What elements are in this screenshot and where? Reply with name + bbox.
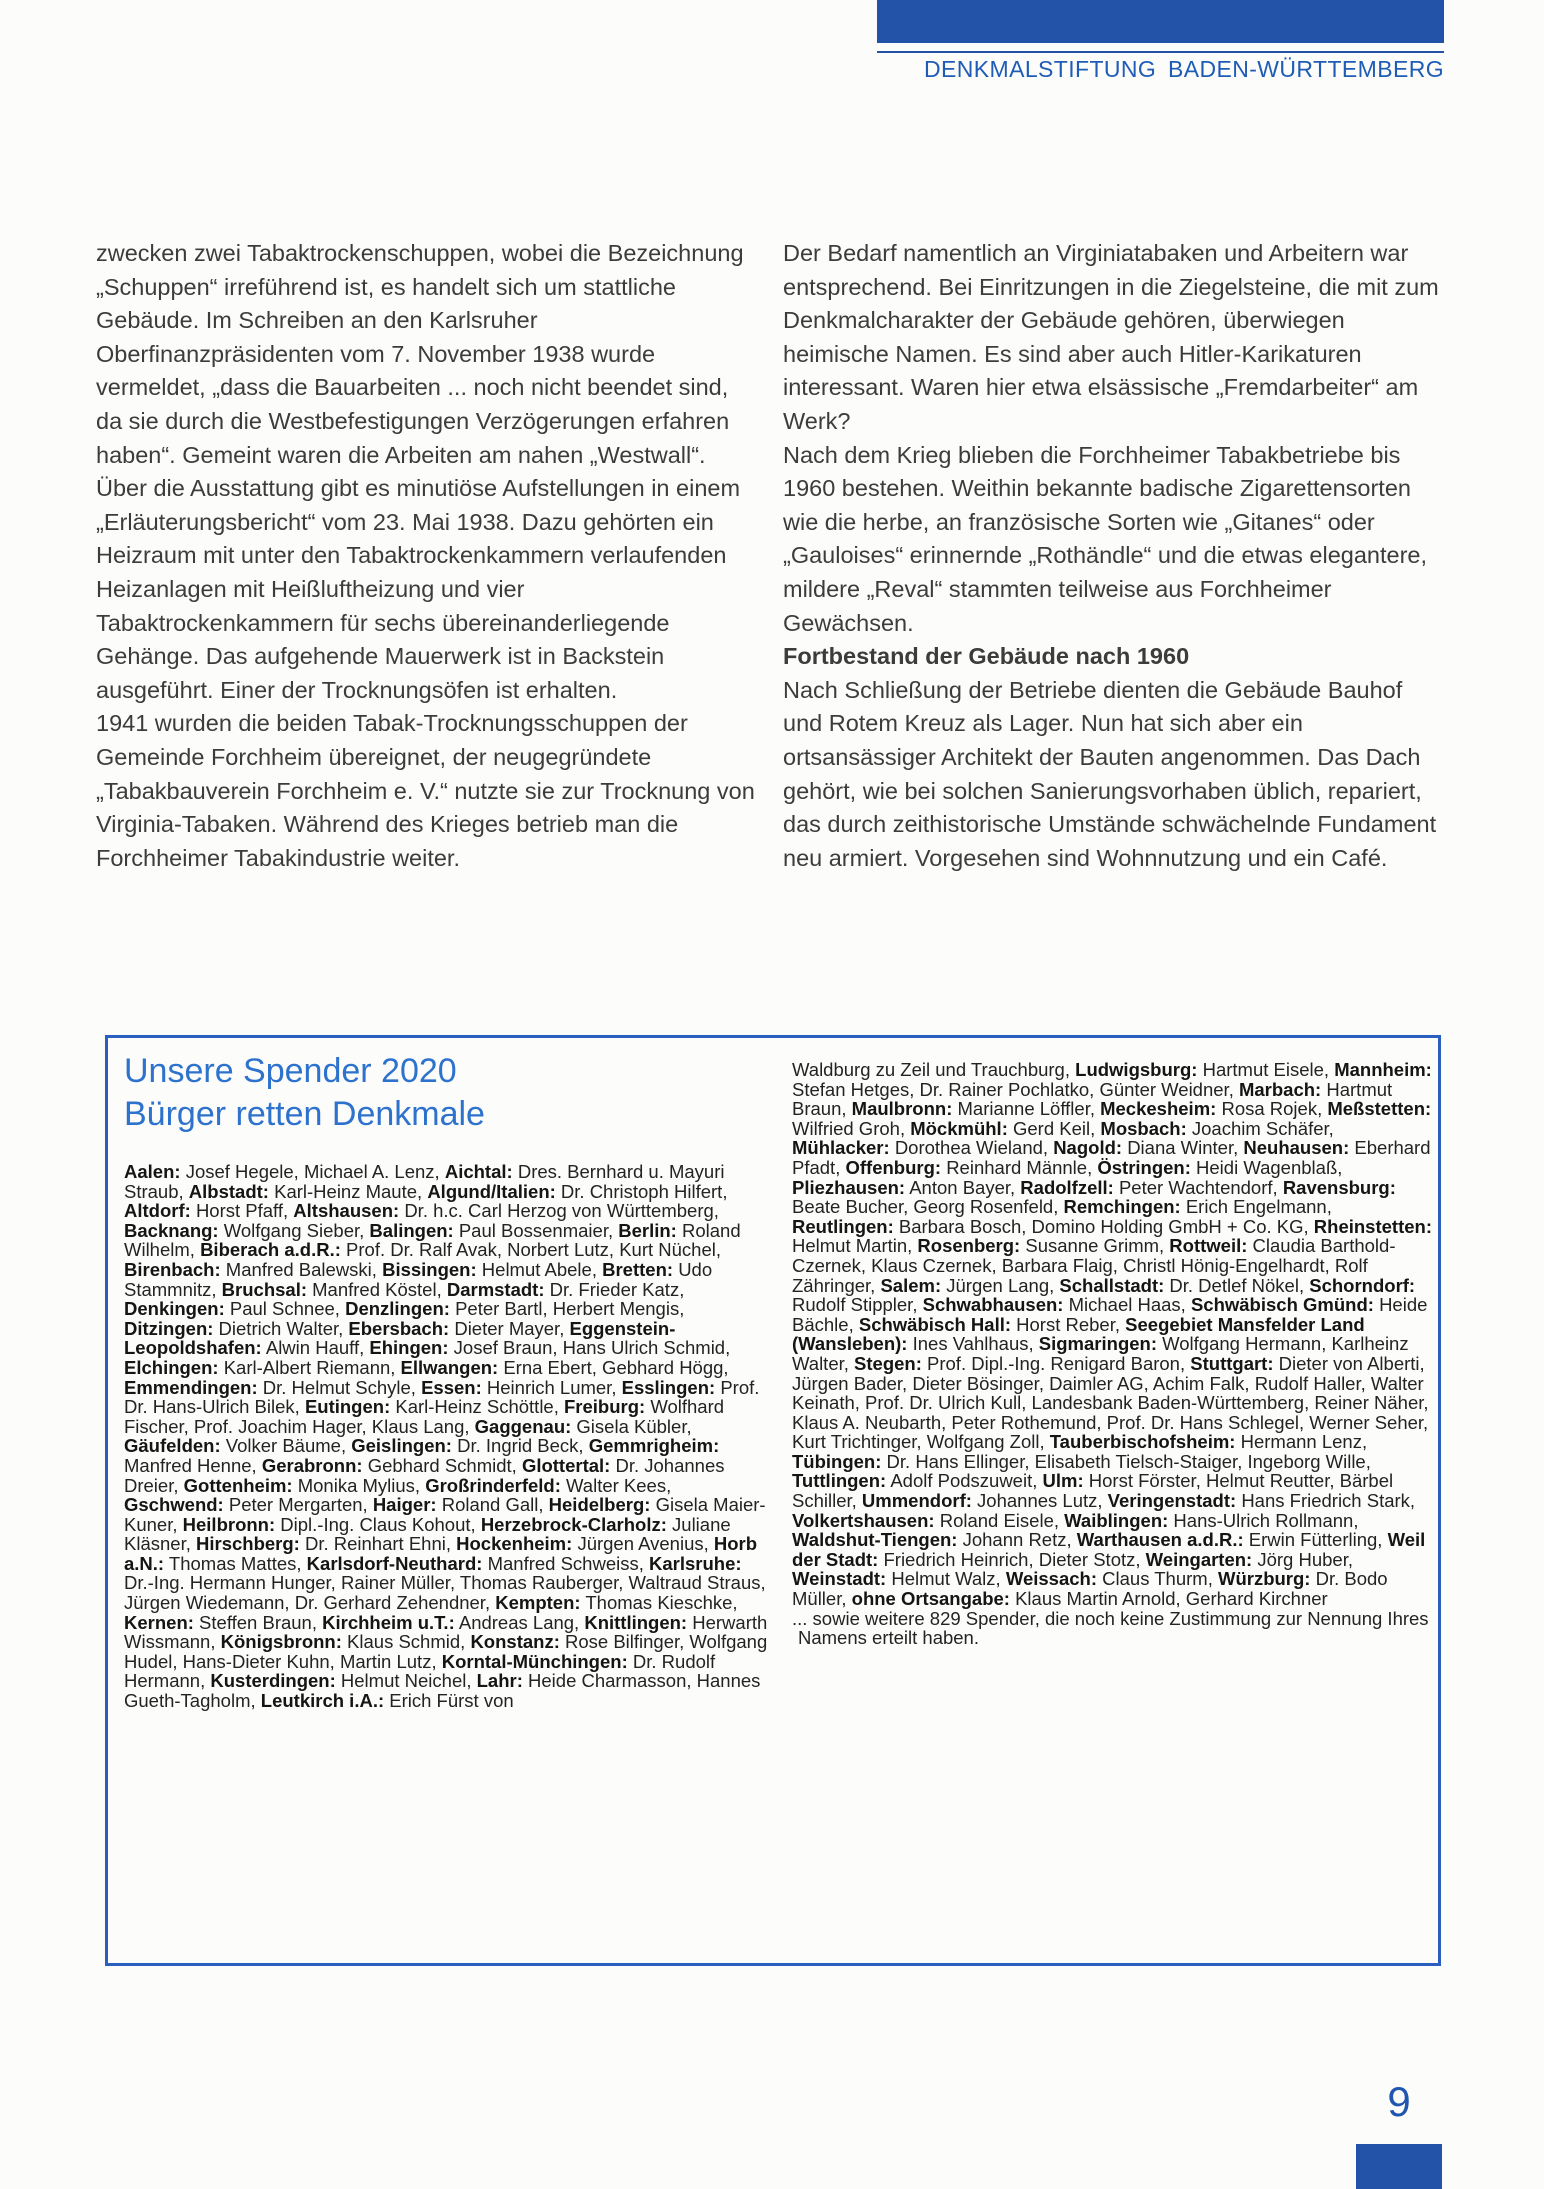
donor-entry: Nagold: Diana Winter, (1053, 1137, 1244, 1159)
donor-entry: Pliezhausen: Anton Bayer, (792, 1176, 1021, 1198)
paragraph: zwecken zwei Tabaktrockenschuppen, wobei die Bezeichnung „Schuppen“ irreführend ist, es handelt sich um stattliche Gebäude. Im Schreiben an den Karlsruher Oberfinanzpräsidenten vom 7. November 1938 wurde vermeldet, „dass die Bauarbeiten ... noch nicht beendet sind, da sie durch die Westbefestigungen Verzögerungen erfahren haben“. Gemeint waren die Arbeiten am nahen „Westwall“. (96, 240, 744, 468)
donor-entry: Kernen: Steffen Braun, (124, 1611, 323, 1633)
donor-entry: Glottertal: Dr. Johannes Dreier, (124, 1454, 725, 1496)
donor-entry: Gottenheim: Monika Mylius, (183, 1474, 426, 1496)
donor-entry: Gaggenau: Gisela Kübler, (474, 1415, 692, 1437)
header-rule (877, 51, 1444, 53)
donor-entry: Lahr: Heide Charmasson, Hannes Gueth-Tagholm, (124, 1670, 761, 1712)
donor-entry: Mannheim: Stefan Hetges, Dr. Rainer Pochlatko, Günter Weidner, (792, 1059, 1432, 1100)
donor-entry: Gerabronn: Gebhard Schmidt, (261, 1454, 522, 1476)
donor-entry: Königsbronn: Klaus Schmid, (220, 1631, 471, 1653)
donor-entry: Bissingen: Helmut Abele, (382, 1258, 603, 1280)
donor-entry: Waiblingen: Hans-Ulrich Rollmann, (1064, 1509, 1359, 1531)
donor-entry: Eutingen: Karl-Heinz Schöttle, (304, 1396, 564, 1418)
donor-entry: Tauberbischofsheim: Hermann Lenz, (1049, 1431, 1368, 1453)
donor-entry: Waldshut-Tiengen: Johann Retz, (792, 1529, 1077, 1551)
donor-entry: Knittlingen: Herwarth Wissmann, (124, 1611, 768, 1653)
donor-entry: Algund/Italien: Dr. Christoph Hilfert, (427, 1180, 728, 1202)
donor-entry: Tuttlingen: Adolf Podszuweit, (792, 1470, 1043, 1492)
donor-entry: Ellwangen: Erna Ebert, Gebhard Högg, (400, 1356, 729, 1378)
donor-entry: Tübingen: Dr. Hans Ellinger, Elisabeth Tielsch-Staiger, Ingeborg Wille, (792, 1450, 1371, 1472)
donor-entry: Kempten: Thomas Kieschke, (495, 1592, 738, 1614)
donor-entry: Gäufelden: Volker Bäume, (124, 1435, 352, 1457)
donor-entry: Mosbach: Joachim Schäfer, (1100, 1117, 1334, 1139)
paragraph: 1941 wurden die beiden Tabak-Trocknungsschuppen der Gemeinde Forchheim übereignet, der neugegründete „Tabakbauverein Forchheim e. V.“ nutzte sie zur Trocknung von Virginia-Tabaken. Während des Krieges betrieb man die Forchheimer Tabakindustrie weiter. (96, 710, 755, 871)
donor-entry: Hirschberg: Dr. Reinhart Ehni, (196, 1533, 457, 1555)
donor-entry: Essen: Heinrich Lumer, (421, 1376, 622, 1398)
donor-entry: Heidelberg: Gisela Maier-Kuner, (124, 1494, 766, 1535)
donor-entry: Weissach: Claus Thurm, (1005, 1568, 1218, 1590)
donor-entry: Esslingen: Prof. Dr. Hans-Ulrich Bilek, (124, 1376, 760, 1418)
article-left-column (96, 237, 758, 875)
donor-entry: Hockenheim: Jürgen Avenius, (456, 1533, 714, 1555)
donor-entry: Schwäbisch Gmünd: Heide Bächle, (792, 1294, 1428, 1335)
donor-entry: Biberach a.d.R.: Prof. Dr. Ralf Avak, Norbert Lutz, Kurt Nüchel, (200, 1239, 721, 1261)
donor-entry: Östringen: Heidi Wagenblaß, (1097, 1156, 1343, 1178)
donor-entry: Kusterdingen: Helmut Neichel, (210, 1670, 477, 1692)
donor-entry: Ummendorf: Johannes Lutz, (861, 1490, 1108, 1512)
donor-entry: Großrinderfeld: Walter Kees, (425, 1474, 672, 1496)
donors-left-column (124, 1050, 772, 1711)
donor-entry: Volkertshausen: Roland Eisele, (792, 1509, 1065, 1531)
donor-entry: Rheinstetten: Helmut Martin, (792, 1215, 1432, 1257)
donor-entry: Ehingen: Josef Braun, Hans Ulrich Schmid, (369, 1337, 731, 1359)
donor-entry: Möckmühl: Gerd Keil, (910, 1117, 1101, 1139)
donor-entry: Konstanz: Rose Bilfinger, Wolfgang Hudel, Hans-Dieter Kuhn, Martin Lutz, (124, 1631, 768, 1672)
paragraph: Nach Schließung der Betriebe dienten die Gebäude Bauhof und Rotem Kreuz als Lager. Nun hat sich aber ein ortsansässiger Architekt der Bauten angenommen. Das Dach gehört, wie bei solchen Sanierungsvorhaben üblich, repariert, das durch zeithistorische Umstände schwächelnde Fundament neu armiert. Vorgesehen sind Wohnnutzung und ein Café. (783, 676, 1437, 871)
article-right-lower (783, 674, 1445, 876)
donor-entry: Rottweil: Claudia Barthold-Czernek, Klaus Czernek, Barbara Flaig, Christl Hönig-Engelhardt, Rolf Zähringer, (792, 1235, 1396, 1296)
paragraph: Über die Ausstattung gibt es minutiöse Aufstellungen in einem „Erläuterungsbericht“ vom 23. Mai 1938. Dazu gehörten ein Heizraum mit unter den Tabaktrockenkammern verlaufenden Heizanlagen mit Heißluftheizung und vier Tabaktrockenkammern für sechs übereinanderliegende Gehänge. Das aufgehende Mauerwerk ist in Backstein ausgeführt. Einer der Trocknungsöfen ist erhalten. (96, 475, 741, 703)
donor-entry: Offenburg: Reinhard Männle, (845, 1156, 1098, 1178)
donor-entry: Schwäbisch Hall: Horst Reber, (858, 1313, 1126, 1335)
donor-entry: Berlin: Roland Wilhelm, (124, 1219, 741, 1261)
donor-entry: Salem: Jürgen Lang, (880, 1274, 1060, 1296)
donor-entry: Meckesheim: Rosa Rojek, (1100, 1098, 1328, 1120)
donor-entry: Bruchsal: Manfred Köstel, (221, 1278, 447, 1300)
donors-box (105, 1035, 1441, 1966)
donor-entry: Weil der Stadt: Friedrich Heinrich, Dieter Stotz, (792, 1529, 1426, 1570)
donor-entry: Emmendingen: Dr. Helmut Schyle, (124, 1376, 422, 1398)
donor-entry: ohne Ortsangabe: Klaus Martin Arnold, Gerhard Kirchner (851, 1588, 1328, 1610)
donor-entry: Kirchheim u.T.: Andreas Lang, (322, 1611, 585, 1633)
donor-entry: Altshausen: Dr. h.c. Carl Herzog von Württemberg, (293, 1200, 719, 1222)
page-number: 9 (1387, 2078, 1411, 2125)
donor-entry: Albstadt: Karl-Heinz Maute, (188, 1180, 428, 1202)
donor-entry: Warthausen a.d.R.: Erwin Fütterling, (1076, 1529, 1388, 1551)
donor-entry: Freiburg: Wolfhard Fischer, Prof. Joachim Hager, Klaus Lang, (124, 1396, 725, 1437)
donor-entry: Bretten: Udo Stammnitz, (124, 1258, 713, 1300)
donor-entry: Korntal-Münchingen: Dr. Rudolf Hermann, (124, 1650, 716, 1692)
donor-entry: Elchingen: Karl-Albert Riemann, (124, 1356, 401, 1378)
donor-entry: Aalen: Josef Hegele, Michael A. Lenz, (124, 1161, 445, 1182)
donor-entry: Schorndorf: Rudolf Stippler, (792, 1274, 1416, 1316)
donors-title-line1: Unsere Spender 2020 (124, 1052, 457, 1090)
donor-entry: Heilbronn: Dipl.-Ing. Claus Kohout, (182, 1513, 481, 1535)
paragraph: Nach dem Krieg blieben die Forchheimer Tabakbetriebe bis 1960 bestehen. Weithin bekannte badische Zigarettensorten wie die herbe, an französische Sorten wie „Gitanes“ oder „Gauloises“ erinnernde „Rothändle“ und die etwas elegantere, mildere „Reval“ stammten teilweise aus Forchheimer Gewächsen. (783, 441, 1428, 636)
donor-entry: Ebersbach: Dieter Mayer, (348, 1317, 570, 1339)
donor-entry: Darmstadt: Dr. Frieder Katz, (446, 1278, 685, 1300)
article-right-upper (783, 237, 1445, 640)
donors-box-title (124, 1050, 772, 1136)
donor-entry: Karlsdorf-Neuthard: Manfred Schweiss, (306, 1552, 650, 1574)
donor-entry: Schallstadt: Dr. Detlef Nökel, (1059, 1274, 1310, 1296)
donor-entry: Horb a.N.: Thomas Mattes, (124, 1533, 758, 1574)
donor-entry: Neuhausen: Eberhard Pfadt, (792, 1137, 1431, 1178)
donor-entry: Veringenstadt: Hans Friedrich Stark, (1107, 1490, 1416, 1512)
donor-entry: Radolfzell: Peter Wachtendorf, (1020, 1176, 1283, 1198)
donor-entry: Remchingen: Erich Engelmann, (1063, 1196, 1332, 1218)
donor-entry: Marbach: Hartmut Braun, (792, 1078, 1393, 1120)
donors-right-column (792, 1060, 1432, 1648)
donor-entry: Mühlacker: Dorothea Wieland, (792, 1137, 1054, 1159)
donor-entry: Herzebrock-Clarholz: Juliane Kläsner, (124, 1513, 731, 1555)
donor-entry: Altdorf: Horst Pfaff, (124, 1200, 294, 1222)
donor-entry: Schwabhausen: Michael Haas, (922, 1294, 1191, 1316)
donor-entry: Eggenstein-Leopoldshafen: Alwin Hauff, (124, 1317, 676, 1359)
donor-entry: Aichtal: Dres. Bernhard u. Mayuri Straub, (124, 1161, 725, 1202)
donor-entry: Gschwend: Peter Mergarten, (124, 1494, 373, 1516)
donor-entry: Backnang: Wolfgang Sieber, (124, 1219, 370, 1241)
paragraph: Der Bedarf namentlich an Virginiatabaken und Arbeitern war entsprechend. Bei Einritzungen in die Ziegelsteine, die mit zum Denkmalcharakter der Gebäude gehören, überwiegen heimische Namen. Es sind aber auch Hitler-Karikaturen interessant. Waren hier etwa elsässische „Fremdarbeiter“ am Werk? (783, 240, 1439, 434)
donor-entry: Meßstetten: Wilfried Groh, (792, 1098, 1432, 1139)
donor-entry: Stuttgart: Dieter von Alberti, Jürgen Bader, Dieter Bösinger, Daimler AG, Achim Falk, Rudolf Haller, Walter Keinath, Prof. Dr. Ulrich Kull, Landesbank Baden-Württemberg, Reiner Näher, Klaus A. Neubarth, Peter Rothemund, Prof. Dr. Hans Schlegel, Werner Seher, Kurt Trichtinger, Wolfgang Zoll, (792, 1352, 1429, 1453)
article-right-column (783, 237, 1445, 875)
donor-entry: Denkingen: Paul Schnee, (124, 1298, 346, 1320)
donors-footnote: ... sowie weitere 829 Spender, die noch keine Zustimmung zur Nennung Ihres Namens erteilt haben. (792, 1607, 1429, 1649)
donor-entry: Weingarten: Jörg Huber, (1145, 1548, 1353, 1570)
donor-list-left (124, 1162, 772, 1711)
donor-entry: Reutlingen: Barbara Bosch, Domino Holding GmbH + Co. KG, (792, 1215, 1314, 1237)
donor-entry: Birenbach: Manfred Balewski, (124, 1258, 383, 1280)
donor-list-right (792, 1060, 1432, 1609)
donor-entry: Seegebiet Mansfelder Land (Wansleben): Ines Vahlhaus, (792, 1313, 1365, 1355)
donor-entry: Ravensburg: Beate Bucher, Georg Rosenfeld, (792, 1176, 1396, 1218)
donor-entry: Sigmaringen: Wolfgang Hermann, Karlheinz Walter, (792, 1333, 1409, 1374)
footer-bar (1356, 2144, 1442, 2189)
publication-title: DENKMALSTIFTUNG BADEN-WÜRTTEMBERG (924, 56, 1444, 82)
donor-entry: Maulbronn: Marianne Löffler, (851, 1098, 1101, 1120)
donor-entry: Stegen: Prof. Dipl.-Ing. Renigard Baron, (854, 1352, 1191, 1374)
header-bar (877, 0, 1444, 43)
donor-entry: Rosenberg: Susanne Grimm, (917, 1235, 1170, 1257)
donor-entry: Leutkirch i.A.: Erich Fürst von (260, 1690, 514, 1712)
donor-entry: Waldburg zu Zeil und Trauchburg, (792, 1059, 1076, 1080)
donor-entry: Ditzingen: Dietrich Walter, (124, 1317, 349, 1339)
donor-entry: Ludwigsburg: Hartmut Eisele, (1075, 1059, 1335, 1080)
donor-entry: Weinstadt: Helmut Walz, (792, 1568, 1006, 1590)
donor-entry: Würzburg: Dr. Bodo Müller, (792, 1568, 1388, 1610)
donor-entry: Geislingen: Dr. Ingrid Beck, (351, 1435, 589, 1457)
article-subheading: Fortbestand der Gebäude nach 1960 (783, 643, 1190, 670)
donor-entry: Karlsruhe: Dr.-Ing. Hermann Hunger, Rainer Müller, Thomas Rauberger, Waltraud Straus, Jürgen Wiedemann, Dr. Gerhard Zehendner, (124, 1552, 766, 1614)
donor-entry: Balingen: Paul Bossenmaier, (369, 1219, 619, 1241)
donor-entry: Haiger: Roland Gall, (372, 1494, 549, 1516)
donor-entry: Denzlingen: Peter Bartl, Herbert Mengis, (345, 1298, 685, 1320)
donors-title-line2: Bürger retten Denkmale (124, 1095, 485, 1133)
donor-entry: Ulm: Horst Förster, Helmut Reutter, Bärbel Schiller, (792, 1470, 1394, 1512)
donor-entry: Gemmrigheim: Manfred Henne, (124, 1435, 720, 1476)
